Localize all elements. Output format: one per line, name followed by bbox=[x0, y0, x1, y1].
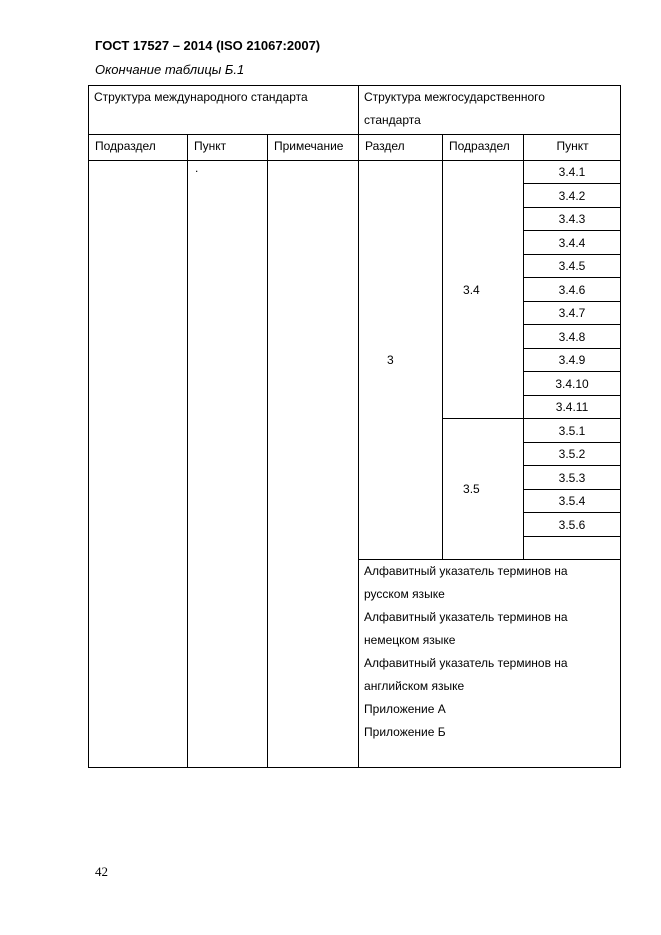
header-intl-note: Примечание bbox=[268, 134, 359, 160]
point-cell: 3.4.1 bbox=[524, 160, 621, 184]
intl-standard-header: Структура международного стандарта bbox=[89, 86, 359, 135]
header-intl-subsection: Подраздел bbox=[89, 134, 188, 160]
appendix-line: русском языке bbox=[364, 587, 445, 602]
point-cell: 3.4.9 bbox=[524, 348, 621, 372]
point-cell: 3.5.2 bbox=[524, 442, 621, 466]
page-number: 42 bbox=[95, 864, 108, 879]
subsection-value: 3.5 bbox=[463, 482, 480, 497]
point-cell: 3.4.6 bbox=[524, 278, 621, 302]
point-cell: 3.5.3 bbox=[524, 466, 621, 490]
appendix-line: Алфавитный указатель терминов на bbox=[364, 656, 568, 671]
document-header: ГОСТ 17527 – 2014 (ISO 21067:2007) bbox=[95, 38, 321, 53]
intl-point-cell bbox=[188, 160, 268, 767]
header-intl-point: Пункт bbox=[188, 134, 268, 160]
point-cell: 3.4.7 bbox=[524, 301, 621, 325]
table-caption: Окончание таблицы Б.1 bbox=[95, 62, 245, 77]
appendix-line: английском языке bbox=[364, 679, 465, 694]
appendix-line: немецком языке bbox=[364, 633, 456, 648]
subsection-cell bbox=[443, 419, 524, 560]
appendix-line: Алфавитный указатель терминов на bbox=[364, 610, 568, 625]
structure-table bbox=[88, 85, 621, 768]
section-value: 3 bbox=[387, 353, 394, 368]
section-cell bbox=[359, 160, 443, 560]
subsection-cell bbox=[443, 160, 524, 419]
appendix-line: Приложение Б bbox=[364, 725, 446, 740]
point-cell: 3.5.6 bbox=[524, 513, 621, 537]
header-point: Пункт bbox=[524, 134, 621, 160]
header-subsection: Подраздел bbox=[443, 134, 524, 160]
point-cell: 3.4.3 bbox=[524, 207, 621, 231]
point-cell bbox=[524, 536, 621, 560]
intl-subsection-cell bbox=[89, 160, 188, 767]
subsection-value: 3.4 bbox=[463, 282, 480, 297]
intl-point-mark: . bbox=[195, 160, 199, 175]
point-cell: 3.4.11 bbox=[524, 395, 621, 419]
header-section: Раздел bbox=[359, 134, 443, 160]
appendix-line: Приложение А bbox=[364, 702, 446, 717]
point-cell: 3.4.5 bbox=[524, 254, 621, 278]
appendix-line: Алфавитный указатель терминов на bbox=[364, 564, 568, 579]
appendix-cell bbox=[359, 560, 621, 768]
point-cell: 3.4.10 bbox=[524, 372, 621, 396]
point-cell: 3.5.1 bbox=[524, 419, 621, 443]
point-cell: 3.4.2 bbox=[524, 184, 621, 208]
point-cell: 3.5.4 bbox=[524, 489, 621, 513]
interstate-standard-header: Структура межгосударственного стандарта bbox=[359, 86, 621, 135]
point-cell: 3.4.4 bbox=[524, 231, 621, 255]
intl-note-cell bbox=[268, 160, 359, 767]
point-cell: 3.4.8 bbox=[524, 325, 621, 349]
